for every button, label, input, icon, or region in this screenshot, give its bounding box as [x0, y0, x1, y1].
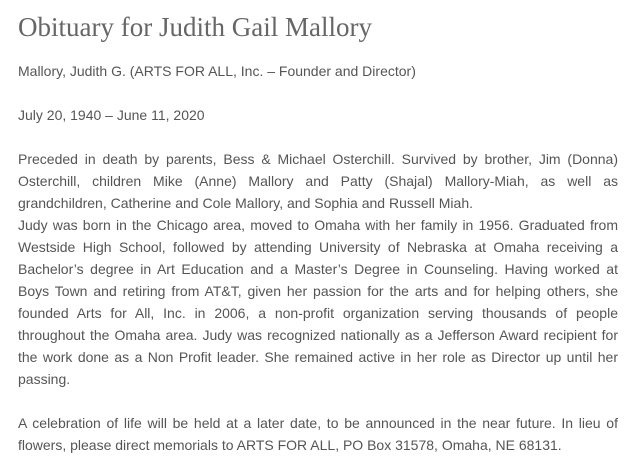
title-spacing	[18, 46, 618, 60]
page-title: Obituary for Judith Gail Mallory	[18, 12, 372, 42]
obituary-article	[18, 0, 618, 456]
celebration-paragraph: A celebration of life will be held at a later date, to be announced in the near future. In lieu of flowers, please direct memorials to ARTS FOR ALL, PO Box 31578, Omaha, NE 68131.	[18, 415, 618, 453]
life-dates: July 20, 1940 – June 11, 2020	[18, 107, 205, 123]
survived-by-paragraph: Preceded in death by parents, Bess & Michael Osterchill. Survived by brother, Jim (Donna) Osterchill, children Mike (Anne) Mallory and Patty (Shajal) Mallory-Miah, as well as grandchildren, Catherine and Cole Mallory, and Sophia and Russell Miah.	[18, 151, 618, 211]
spacer	[18, 390, 618, 412]
spacer	[18, 126, 618, 148]
biography-paragraph: Judy was born in the Chicago area, moved to Omaha with her family in 1956. Graduated from Westside High School, followed by attending University of Nebraska at Omaha receiving a Bachelor’s degree in Art Education and a Master’s Degree in Counseling. Having worked at Boys Town and retiring from AT&T, given her passion for the arts and for helping others, she founded Arts for All, Inc. in 2006, a non-profit organization serving thousands of people throughout the Omaha area. Judy was recognized nationally as a Jefferson Award recipient for the work done as a Non Profit leader. She remained active in her role as Director up until her passing.	[18, 217, 618, 387]
spacer	[18, 82, 618, 104]
subtitle-line: Mallory, Judith G. (ARTS FOR ALL, Inc. – Founder and Director)	[18, 63, 416, 79]
